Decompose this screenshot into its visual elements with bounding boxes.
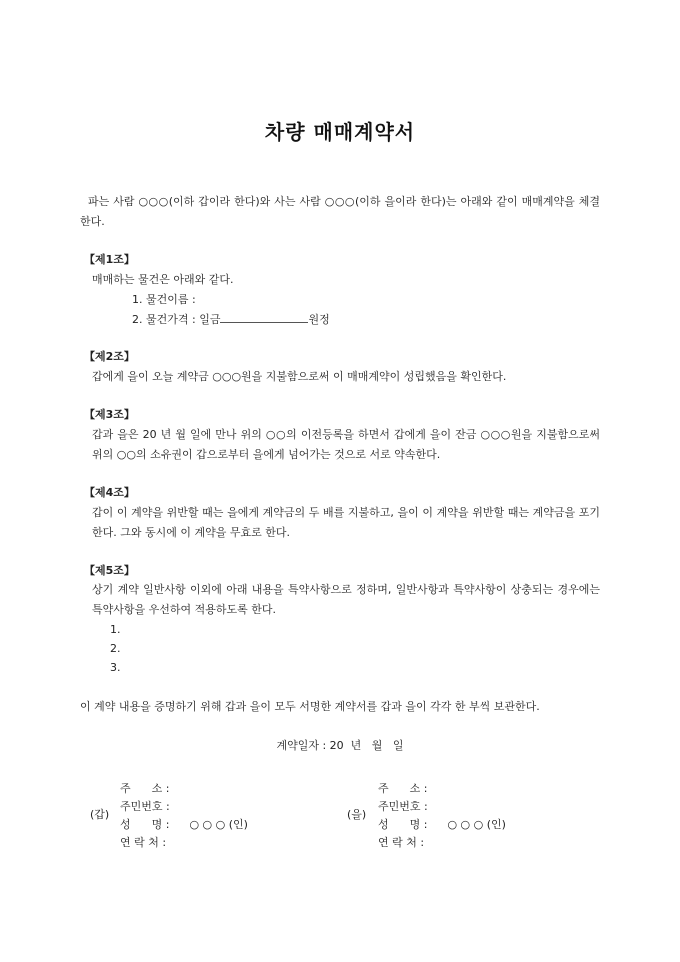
special-item-2: 2. [110, 642, 121, 655]
eul-name-label: 성 명 : [378, 818, 428, 831]
article-1-item-2 [132, 310, 330, 330]
article-1-text: 매매하는 물건은 아래와 같다. [92, 273, 234, 286]
closing-paragraph: 이 계약 내용을 증명하기 위해 갑과 을이 모두 서명한 계약서를 갑과 을이 각각 한 부씩 보관한다. [80, 700, 540, 713]
eul-name-value: ○ ○ ○ (인) [447, 818, 506, 831]
article-2-text: 갑에게 을이 오늘 계약금 ○○○원을 지불함으로써 이 매매계약이 성립했음을 확인한다. [92, 370, 507, 383]
gap-signature-block [120, 780, 248, 852]
contract-date: 계약일자 : 20 년 월 일 [276, 739, 404, 752]
gap-party-label: (갑) [90, 808, 110, 821]
article-2-heading: 【제2조】 [84, 350, 135, 363]
price-blank-line [220, 310, 308, 323]
document-title: 차량 매매계약서 [264, 120, 416, 144]
eul-signature-block [378, 780, 506, 852]
gap-address-label: 주 소 : [120, 782, 170, 795]
item-2-prefix: 2. 물건가격 : 일금 [132, 313, 221, 326]
article-3-heading: 【제3조】 [84, 408, 135, 421]
gap-name-value: ○ ○ ○ (인) [189, 818, 248, 831]
article-1-item-1: 1. 물건이름 : [132, 293, 196, 306]
article-4-heading: 【제4조】 [84, 486, 135, 499]
special-item-3: 3. [110, 661, 121, 674]
eul-address-label: 주 소 : [378, 782, 428, 795]
article-1-heading: 【제1조】 [84, 253, 135, 266]
intro-paragraph: 파는 사람 ○○○(이하 갑이라 한다)와 사는 사람 ○○○(이하 을이라 한다)는 아래와 같이 매매계약을 체결한다. [80, 195, 600, 228]
gap-name-label: 성 명 : [120, 818, 170, 831]
article-4-text: 갑이 이 계약을 위반할 때는 을에게 계약금의 두 배를 지불하고, 을이 이 계약을 위반할 때는 계약금을 포기한다. 그와 동시에 이 계약을 무효로 한다. [92, 506, 600, 539]
gap-contact-label: 연 락 처 : [120, 836, 167, 849]
eul-contact-label: 연 락 처 : [378, 836, 425, 849]
special-item-1: 1. [110, 623, 121, 636]
eul-id-label: 주민번호 : [378, 800, 428, 813]
article-3-text: 갑과 을은 20 년 월 일에 만나 위의 ○○의 이전등록을 하면서 갑에게 을이 잔금 ○○○원을 지불함으로써 위의 ○○의 소유권이 갑으로부터 을에게 넘어가는 것으로 서로 약속한다. [92, 428, 600, 461]
eul-party-label: (을) [347, 808, 367, 821]
gap-id-label: 주민번호 : [120, 800, 170, 813]
article-5-heading: 【제5조】 [84, 564, 135, 577]
article-5-text: 상기 계약 일반사항 이외에 아래 내용을 특약사항으로 정하며, 일반사항과 특약사항이 상충되는 경우에는 특약사항을 우선하여 적용하도록 한다. [92, 583, 600, 616]
item-2-suffix: 원정 [308, 313, 330, 326]
